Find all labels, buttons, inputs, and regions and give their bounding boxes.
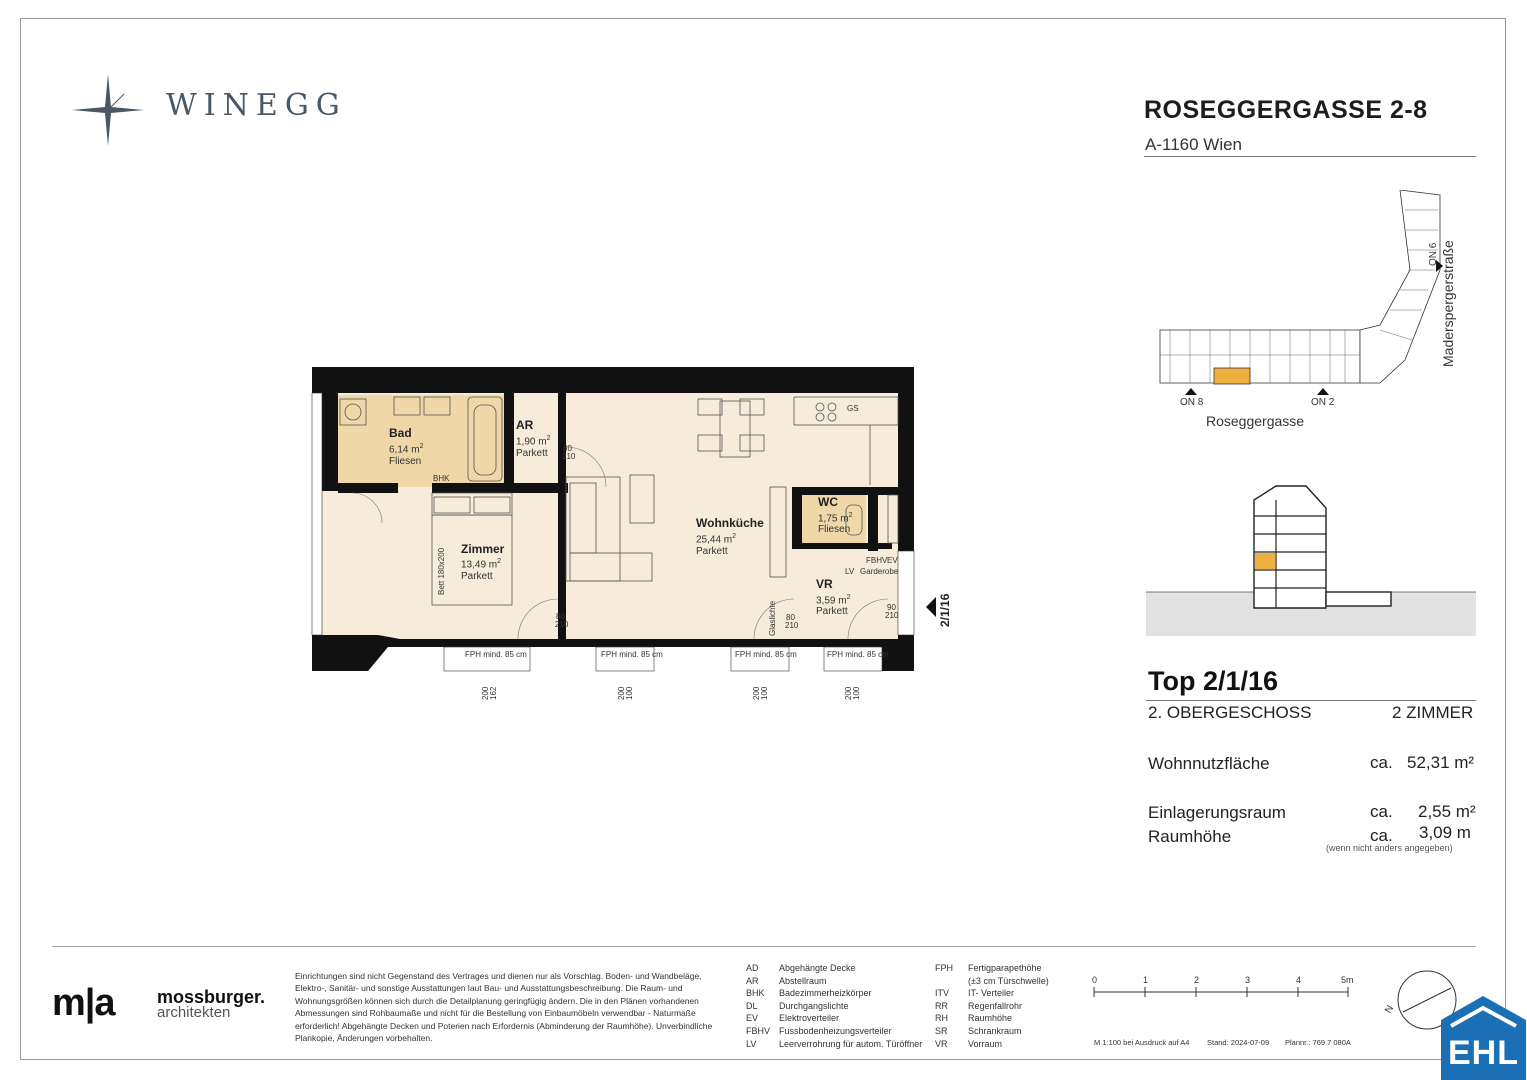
door-h-entry: 210 [885,611,899,620]
room-area-wc: 1,75 $m^2$ [818,512,853,525]
scale-tick-5: 5m [1341,975,1354,985]
brand-name: WINEGG [166,88,347,123]
room-name-vr: VR [816,577,833,591]
room-floor-zimmer: Parkett [461,571,493,582]
legend-item: LV Leerverrohrung für autom. Türöffner [746,1038,923,1049]
architect-name: mossburger. [157,987,266,1007]
unit-highlight [1214,368,1250,384]
site-label-on6: ON 6 [1428,242,1439,266]
win-dim-1: 162 [489,686,498,700]
win-dim-3: 100 [760,686,769,700]
row-ca-raumhoehe: ca. [1370,826,1393,845]
compass-star-logo-icon [72,74,144,146]
room-name-wohnkueche: Wohnküche [696,516,764,530]
legend-item: FBHV Fussbodenheizungsverteiler [746,1025,892,1036]
section-unit-highlight [1255,553,1275,569]
plan-date: Stand: 2024-07-09 [1207,1038,1270,1047]
legend-item: RR Regenfallrohr [935,1000,1023,1011]
site-street-bottom: Roseggergasse [1206,413,1305,429]
site-street-right: Maderspergerstraße [1440,240,1456,367]
label-bett: Bett 180x200 [437,547,446,595]
room-floor-ar: Parkett [516,448,548,459]
unit-floor: 2. OBERGESCHOSS [1148,703,1312,722]
label-gs: GS [847,404,859,413]
legend-item: AR Abstellraum [746,975,827,986]
room-name-ar: AR [516,418,534,432]
room-area-bad: 6,14 $m^2$ [389,443,424,456]
unit-top-title: Top 2/1/16 [1148,666,1279,696]
win-h-1: 200 [481,686,490,700]
room-name-wc: WC [818,495,838,509]
row-value-einlagerungsraum: 2,55 m² [1418,802,1476,821]
legend-item: EV Elektroverteiler [746,1013,840,1024]
door-w-ar: 80 [563,444,572,453]
label-ev: EV [887,556,898,565]
architect-mark: m|a [52,982,115,1024]
north-label: N [1383,1003,1397,1016]
legend-left [746,962,922,1050]
win-dim-2: 100 [625,686,634,700]
room-area-ar: 1,90 $m^2$ [516,435,551,448]
room-floor-wohnkueche: Parkett [696,546,728,557]
legend-item: ITV IT- Verteiler [935,988,1015,999]
address-rule [1144,156,1476,157]
legend-item: SR Schrankraum [935,1025,1022,1036]
legend-item: BHK Badezimmerheizkörper [746,988,872,999]
fph-label-4: FPH mind. 85 cm [827,650,889,659]
row-ca-wohnnutzflaeche: ca. [1370,753,1393,772]
legend-item: (±3 cm Türschwelle) [968,975,1049,986]
room-floor-wc: Fliesen [818,524,851,535]
scale-tick-2: 2 [1194,975,1200,985]
legend-item: RH Raumhöhe [935,1013,1013,1024]
row-value-raumhoehe: 3,09 m [1419,823,1471,842]
row-label-raumhoehe: Raumhöhe [1148,827,1232,846]
legend-item: VR Vorraum [935,1038,1003,1049]
room-name-bad: Bad [389,426,412,440]
scale-tick-0: 0 [1092,975,1098,985]
room-area-vr: 3,59 $m^2$ [816,594,851,607]
unit-rule [1146,700,1476,701]
room-area-zimmer: 13,49 $m^2$ [461,558,502,571]
unit-tag: 2/1/16 [938,593,952,627]
room-area-wohnkueche: 25,44 $m^2$ [696,533,737,546]
plan-number: Plannr.: 769 7 080A [1285,1038,1351,1047]
door-h-zimmer: 210 [555,620,569,629]
footer-rule [52,946,1476,947]
label-bhk: BHK [433,474,450,483]
label-fbhv: FBHV [866,556,888,565]
door-h-ar: 210 [562,452,576,461]
ehl-text: EHL [1448,1034,1519,1072]
scale-note: M 1:100 bei Ausdruck auf A4 [1094,1038,1190,1047]
legend-item: AD Abgehängte Decke [746,963,856,973]
room-name-zimmer: Zimmer [461,542,505,556]
site-label-on8: ON 8 [1180,397,1204,408]
architect-sub: architekten [157,1004,231,1021]
fph-label-1: FPH mind. 85 cm [465,650,527,659]
win-dim-4: 100 [852,686,861,700]
legend-item: FPH Fertigparapethöhe [935,963,1042,973]
legend-item: DL Durchgangslichte [746,1000,849,1011]
door-w-vr: 80 [786,613,795,622]
row-label-einlagerungsraum: Einlagerungsraum [1148,803,1286,822]
win-h-2: 200 [617,686,626,700]
win-h-3: 200 [752,686,761,700]
door-h-vr: 210 [785,621,799,630]
disclaimer: Einrichtungen sind nicht Gegenstand des Vertrages und dienen nur als Vorschlag. Boden- und Wandbeläge, Elektro-, Sanitär- und sonstige Ausstattungen laut Bau- und Ausstattungsbeschreibung. Die Raum- und Wohnungsgrößen können sich durch die Detailplanung geringfügig ändern. Die in den Plänen vorhandenen Abmessungen sind Rohbaumaße und nicht für die Bestellung von Einbaumöbeln verwendbar - Naturmaße erforderlich! Abgehängte Decken und Poterien nach Erfordernis (Abminderung der Raumhöhe). Unverbindliche Plankopie, Änderungen vorbehalten. [295,971,713,1044]
door-w-entry: 90 [887,603,896,612]
fph-label-2: FPH mind. 85 cm [601,650,663,659]
scale-tick-4: 4 [1296,975,1302,985]
label-garderobe: Garderobe [860,567,899,576]
row-value-wohnnutzflaeche: 52,31 m² [1407,753,1475,772]
scale-tick-1: 1 [1143,975,1149,985]
row-ca-einlagerungsraum: ca. [1370,802,1393,821]
scale-bar [1092,986,1352,998]
address-city: A-1160 Wien [1145,135,1243,154]
unit-rooms: 2 ZIMMER [1392,703,1474,722]
row-label-wohnnutzflaeche: Wohnnutzfläche [1148,754,1270,773]
scale-tick-3: 3 [1245,975,1251,985]
fph-label-3: FPH mind. 85 cm [735,650,797,659]
room-floor-bad: Fliesen [389,456,422,467]
room-floor-vr: Parkett [816,606,848,617]
legend-right [935,962,1049,1050]
address-street: ROSEGGERGASSE 2-8 [1144,96,1428,124]
door-w-zimmer: 80 [556,612,565,621]
building-section [1146,478,1476,638]
unit-note: (wenn nicht anders angegeben) [1326,843,1453,853]
win-h-4: 200 [844,686,853,700]
label-glaslichte: Glaslichte [768,600,777,636]
site-label-on2: ON 2 [1311,397,1335,408]
label-lv: LV [845,567,855,576]
